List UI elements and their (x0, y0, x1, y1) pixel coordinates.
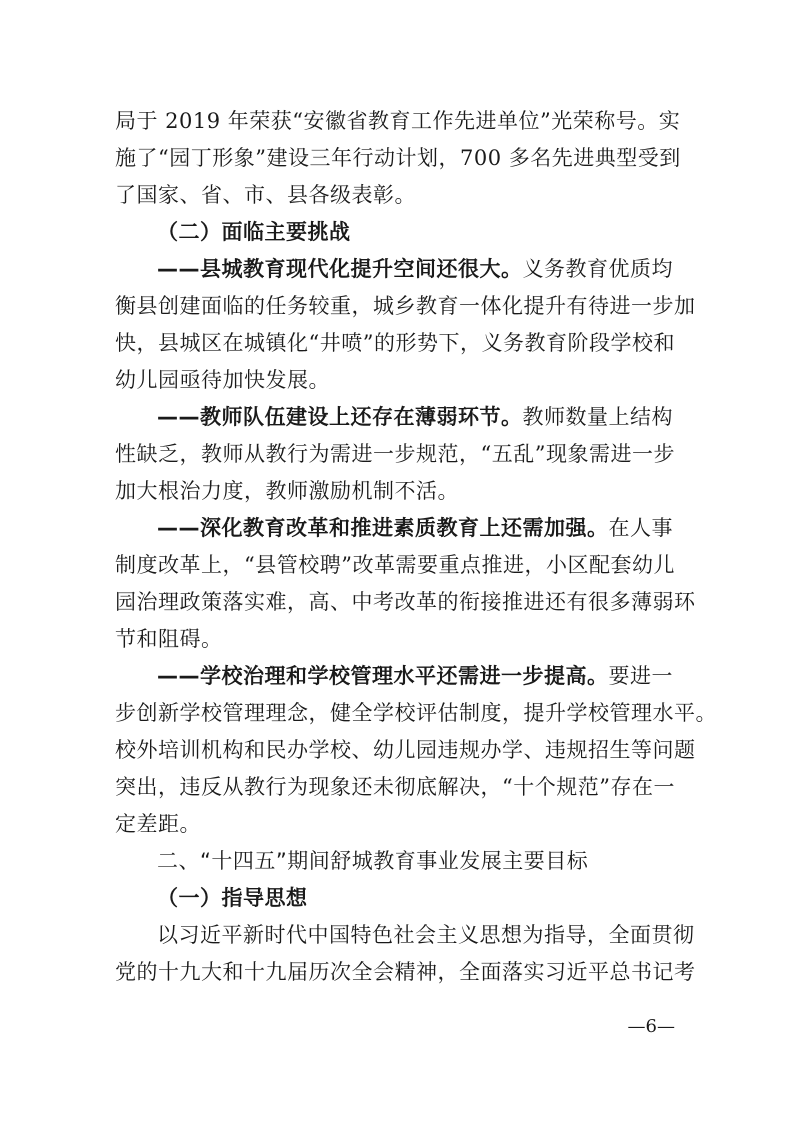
challenge-1-title: ——县城教育现代化提升空间还很大。 (157, 257, 523, 281)
paragraph-line: 党的十九大和十九届历次全会精神，全面落实习近平总书记考 (115, 960, 696, 984)
page-number: —6— (627, 1016, 675, 1037)
document-body (115, 103, 717, 991)
challenge-2-title: ——教师队伍建设上还存在薄弱环节。 (157, 405, 523, 429)
paragraph-line: 施了“园丁形象”建设三年行动计划，700 多名先进典型受到 (115, 146, 681, 170)
paragraph-line: 性缺乏，教师从教行为需进一步规范，“五乱”现象需进一步 (115, 442, 675, 466)
challenge-4-line (115, 658, 680, 695)
challenge-4-text: 要进一 (608, 664, 673, 688)
paragraph-line: 制度改革上，“县管校聘”改革需要重点推进，小区配套幼儿 (115, 553, 675, 577)
paragraph-line: 步创新学校管理理念，健全学校评估制度，提升学校管理水平。 (115, 701, 717, 725)
paragraph-line: 了国家、省、市、县各级表彰。 (115, 183, 416, 207)
section-heading-challenges: （二）面临主要挑战 (157, 220, 351, 244)
paragraph-line: 以习近平新时代中国特色社会主义思想为指导，全面贯彻 (157, 923, 695, 947)
paragraph-line: 局于 2019 年荣获“安徽省教育工作先进单位”光荣称号。实 (115, 109, 681, 133)
paragraph-line: 定差距。 (115, 812, 201, 836)
part-two-heading: 二、“十四五”期间舒城教育事业发展主要目标 (157, 849, 589, 873)
paragraph-line: 幼儿园亟待加快发展。 (115, 368, 330, 392)
challenge-3-title: ——深化教育改革和推进素质教育上还需加强。 (157, 516, 609, 540)
challenge-1-text: 义务教育优质均 (522, 257, 673, 281)
challenge-3-line (115, 510, 680, 547)
challenge-3-text: 在人事 (608, 516, 673, 540)
paragraph-line: 节和阻碍。 (115, 627, 223, 651)
paragraph-line: 加大根治力度，教师激励机制不活。 (115, 479, 459, 503)
paragraph-line: 校外培训机构和民办学校、幼儿园违规办学、违规招生等问题 (115, 738, 696, 762)
challenge-4-title: ——学校治理和学校管理水平还需进一步提高。 (157, 664, 609, 688)
challenge-1-line (115, 251, 680, 288)
challenge-2-text: 教师数量上结构 (522, 405, 673, 429)
paragraph-line: 快，县城区在城镇化“井喷”的形势下，义务教育阶段学校和 (115, 331, 675, 355)
challenge-2-line (115, 399, 680, 436)
section-heading-guiding-thought: （一）指导思想 (157, 886, 308, 910)
paragraph-line: 衡县创建面临的任务较重，城乡教育一体化提升有待进一步加 (115, 294, 696, 318)
paragraph-line: 突出，违反从教行为现象还未彻底解决，“十个规范”存在一 (115, 775, 675, 799)
paragraph-line: 园治理政策落实难，高、中考改革的衔接推进还有很多薄弱环 (115, 590, 696, 614)
